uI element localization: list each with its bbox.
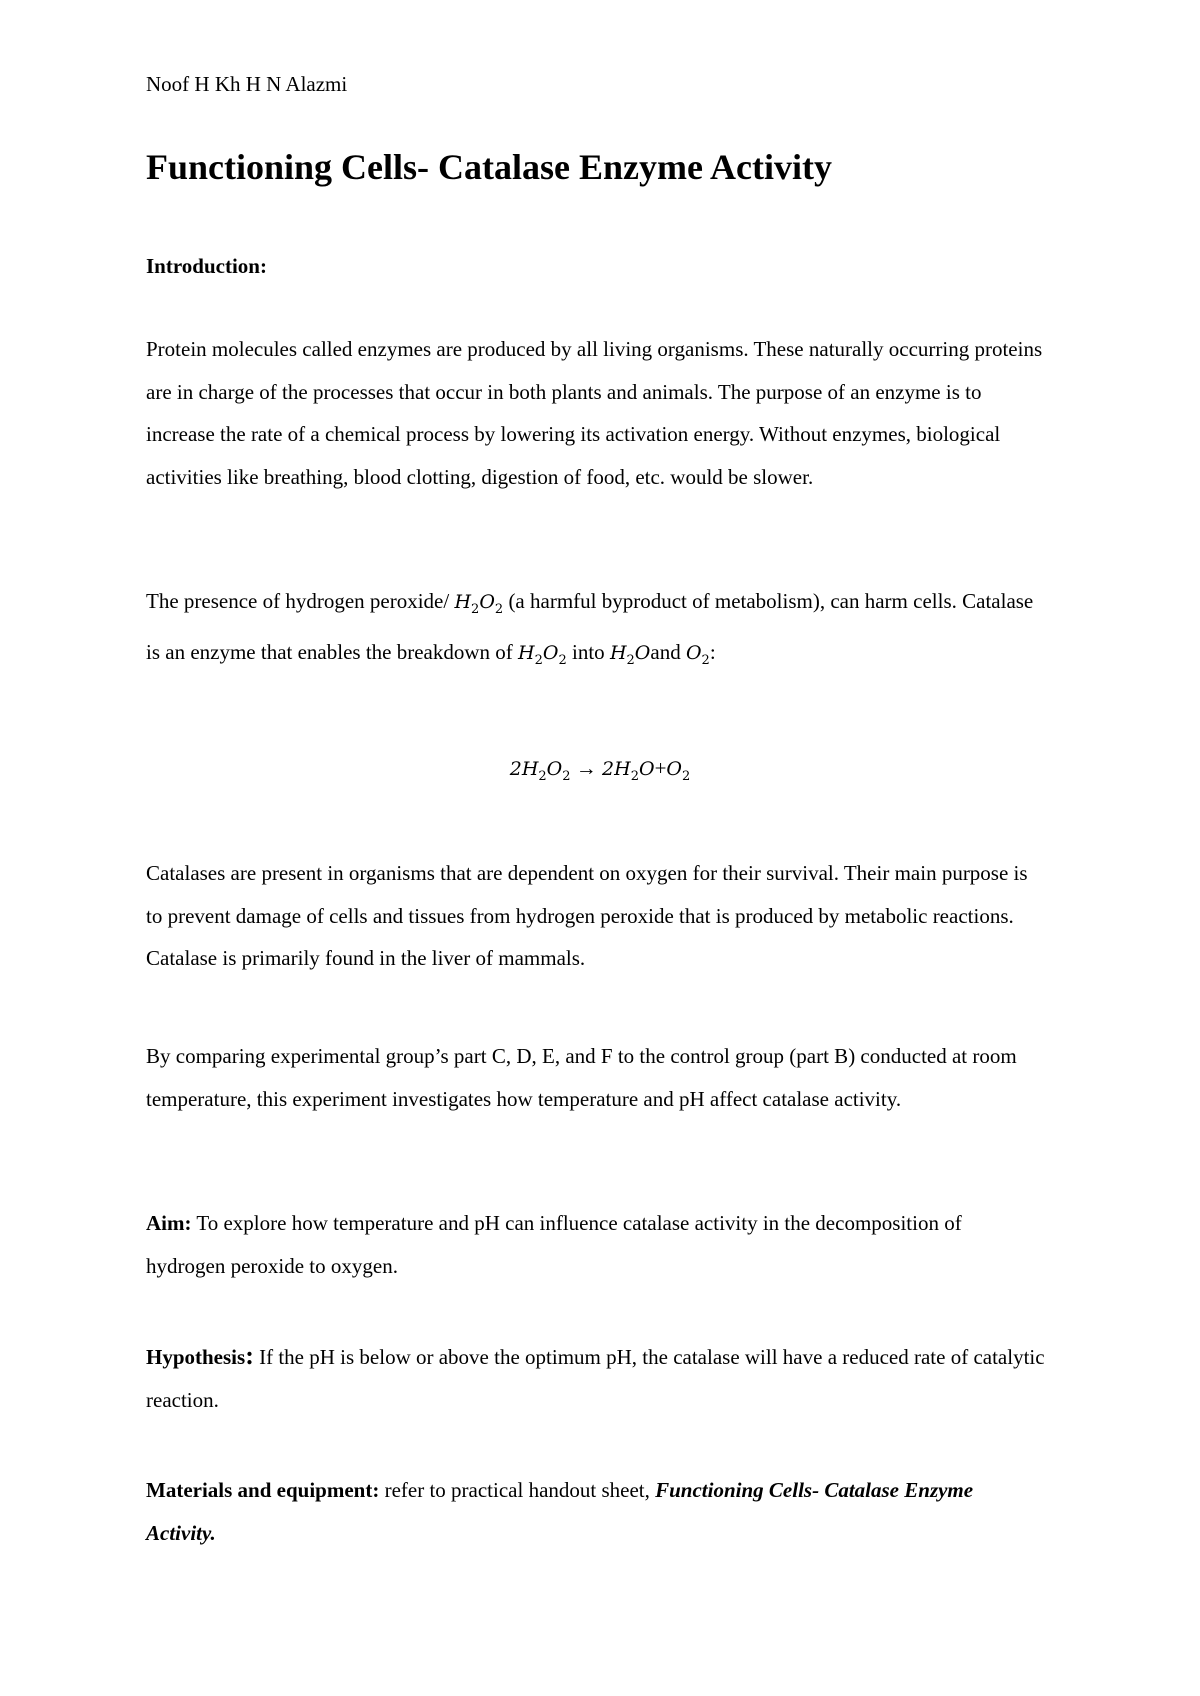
reaction-equation: [0, 756, 1200, 784]
equation-product-water: $2H_2O$: [602, 758, 655, 784]
equation-arrow: →: [575, 756, 597, 780]
equation-plus: +: [654, 756, 667, 780]
materials-section: [146, 1469, 1046, 1554]
p2-text-4: and: [650, 640, 686, 665]
hypothesis-colon: :: [245, 1341, 254, 1370]
intro-paragraph-1-text: Protein molecules called enzymes are produced by all living organisms. These naturally occurring proteins are in charge of the processes that occur in both plants and animals. The purpose of an enzyme is to increase the rate of a chemical process by lowering its activation energy. Without enzymes, biological activities like breathing, blood clotting, digestion of food, etc. would be slower.: [146, 337, 1043, 489]
aim-label: Aim:: [146, 1211, 192, 1235]
h2o2-formula: $H_2O_2$: [454, 591, 504, 617]
intro-paragraph-1: [146, 328, 1046, 498]
intro-paragraph-3: [146, 852, 1046, 980]
aim-text: To explore how temperature and pH can influence catalase activity in the decomposition of hydrogen peroxide to oxygen.: [146, 1211, 962, 1278]
hypothesis-section: [146, 1335, 1046, 1421]
document-title: Functioning Cells- Catalase Enzyme Activity: [146, 147, 832, 187]
author-name: Noof H Kh H N Alazmi: [146, 72, 348, 96]
materials-text: refer to practical handout sheet,: [379, 1478, 656, 1502]
h2o-formula: $H_2O$: [609, 642, 651, 669]
hypothesis-text: If the pH is below or above the optimum pH, the catalase will have a reduced rate of catalytic reaction.: [146, 1345, 1045, 1412]
intro-paragraph-3-text: Catalases are present in organisms that are dependent on oxygen for their survival. Their main purpose is to prevent damage of cells and tissues from hydrogen peroxide that is produced by metabolic reactions. Catalase is primarily found in the liver of mammals.: [146, 861, 1028, 970]
p2-text-2: (a harmful byproduct of metabolism), can harm cells. Catalase is an enzyme that enables the breakdown of: [146, 589, 1034, 665]
h2o2-formula: $H_2O_2$: [518, 642, 567, 669]
intro-paragraph-2-text: [146, 580, 1046, 683]
o2-formula: $O_2$: [685, 642, 710, 669]
materials-label: Materials and equipment:: [146, 1478, 380, 1502]
equation-product-oxygen: $O_2$: [666, 758, 691, 784]
intro-paragraph-2: [146, 580, 1046, 683]
handout-reference: Functioning Cells- Catalase Enzyme Activity.: [146, 1478, 974, 1545]
aim-section: [146, 1202, 1046, 1287]
equation-reactant: $2H_2O_2$: [509, 758, 571, 784]
intro-paragraph-4-text: By comparing experimental group’s part C, D, E, and F to the control group (part B) conducted at room temperature, this experiment investigates how temperature and pH affect catalase activity.: [146, 1044, 1017, 1111]
p2-text-5: :: [709, 640, 716, 665]
introduction-heading: Introduction:: [146, 254, 267, 278]
intro-paragraph-4: [146, 1035, 1046, 1120]
hypothesis-label: Hypothesis: [146, 1345, 246, 1369]
p2-text-1: The presence of hydrogen peroxide/: [146, 589, 455, 613]
p2-text-3: into: [572, 640, 610, 665]
